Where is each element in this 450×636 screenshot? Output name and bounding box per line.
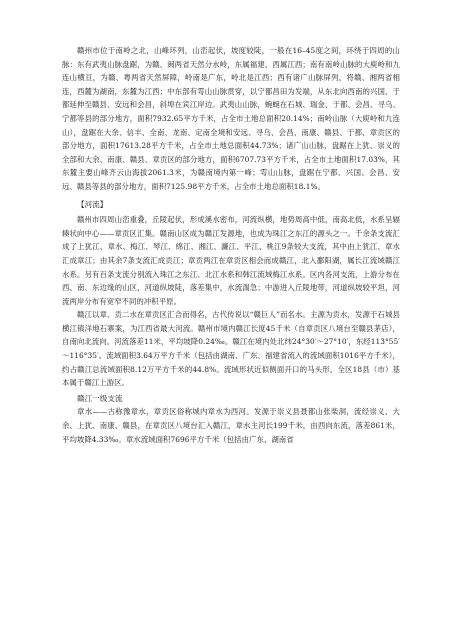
rivers-overview-paragraph: 赣州市四周山峦重叠，丘陵起伏，形成溪水密布，河流纵横，地势周高中低，南高北低，水系呈辐辏状向中心——章贡区汇集。赣南山区成为赣江发源地，也成为珠江之东江的源头之一。千余条支流汇成了上犹江、章水、梅江、琴江、绵江、湘江、濂江、平江、桃江9条较大支流，其中由上犹江、章水汇成章江；由其余7条支流汇成贡江；章贡两江在章贡区相会而成赣江，北入鄱阳湖，属长江流域赣江水系。另有百条支流分别流入珠江之东江、北江水系和韩江流域梅江水系。区内各河支流，上游分布在西、南、东边缘的山区，河道纵坡陡，落差集中，水流湍急；中游进入丘陵地带，河道纵坡较平坦，河流两岸分布有宽窄不同的冲积平原。 [62,215,400,306]
tributaries-subheading: 赣江一级支流 [77,393,123,403]
zhangshui-paragraph: 章水——古称豫章水，章贡区俗称城内章水为西河。发源于崇义县聂都山张柴洞，流经崇义、大余、上犹、南康、赣县，在章贡区八境台汇入赣江，章水主河长199千米，由西向东流，落差861米，平均坡降4.33‰。章水流域面积7696平方千米（包括由广东、湖南省 [62,407,400,444]
mountains-paragraph: 赣州市位于南岭之北，山峰环列，山峦起伏，坡度较陡，一般在16–45度之间，环绕于四周的山脉：东有武夷山脉盘踞，为赣、闽两省天然分水岭，东属福建、西属江西；南有南岭山脉的大庾岭和九连山横亘，为赣、粤两省天然屏障，岭南是广东，岭北是江西；西有诸广山脉屏列，将赣、湘两省相连，西麓为湖南，东麓为江西；中东部有雩山山脉贯穿，以宁都昌田为发端，从东北向西南的兴国、于都延伸至赣县、安远和会昌，斜埠在宾江岸边。武夷山山脉，蜿蜒在石城、瑞金、于都、会昌、寻乌、宁都等县的部分地方，面积7932.65平方千米，占全市土地总面积20.14%；南岭山脉（大庾岭和九连山），盘踞在大余、信丰、全南、龙南、定南全境和安远、寻乌、会昌、南康、赣县、于都、章贡区的部分地方，面积17613.28平方千米，占全市土地总面积44.73%；诸广山山脉，盘踞在上犹、崇义的全部和大余、南康、赣县、章贡区的部分地方，面积6707.73平方千米，占全市土地面积17.03%，其东麓主要山峰齐云山海拔2061.3米，为赣南境内第一峰；雩山山脉，盘踞在宁都、兴国、会昌、安远、赣县等县的部分地方，面积7125.98平方千米，占全市土地总面积18.1%。 [62,46,400,191]
rivers-section-heading: 【河流】 [77,199,108,209]
ganjiang-paragraph: 赣江以章、贡二水在章贡区汇合而得名，古代传说以“赣巨人”而名水。主源为贡水，发源于石城县横江镇洋地石寨案，为江西省最大河流。赣州市境内赣江长度45千米（自章贡区八境台至赣县茅店），自南向北流向。河流落差11米，平均坡降0.24‰。赣江在境内处北纬24°30′～27°10′，东经113°55′～116°35′。流域面积3.64万平方千米（包括由湖南、广东、福建省流入的流域面积1016平方千米），约占赣江总流域面积8.12万平方千米的44.8%。流域形状近似侧面开口的马头形，全区18县（市）基本属于赣江上游区。 [62,310,400,388]
